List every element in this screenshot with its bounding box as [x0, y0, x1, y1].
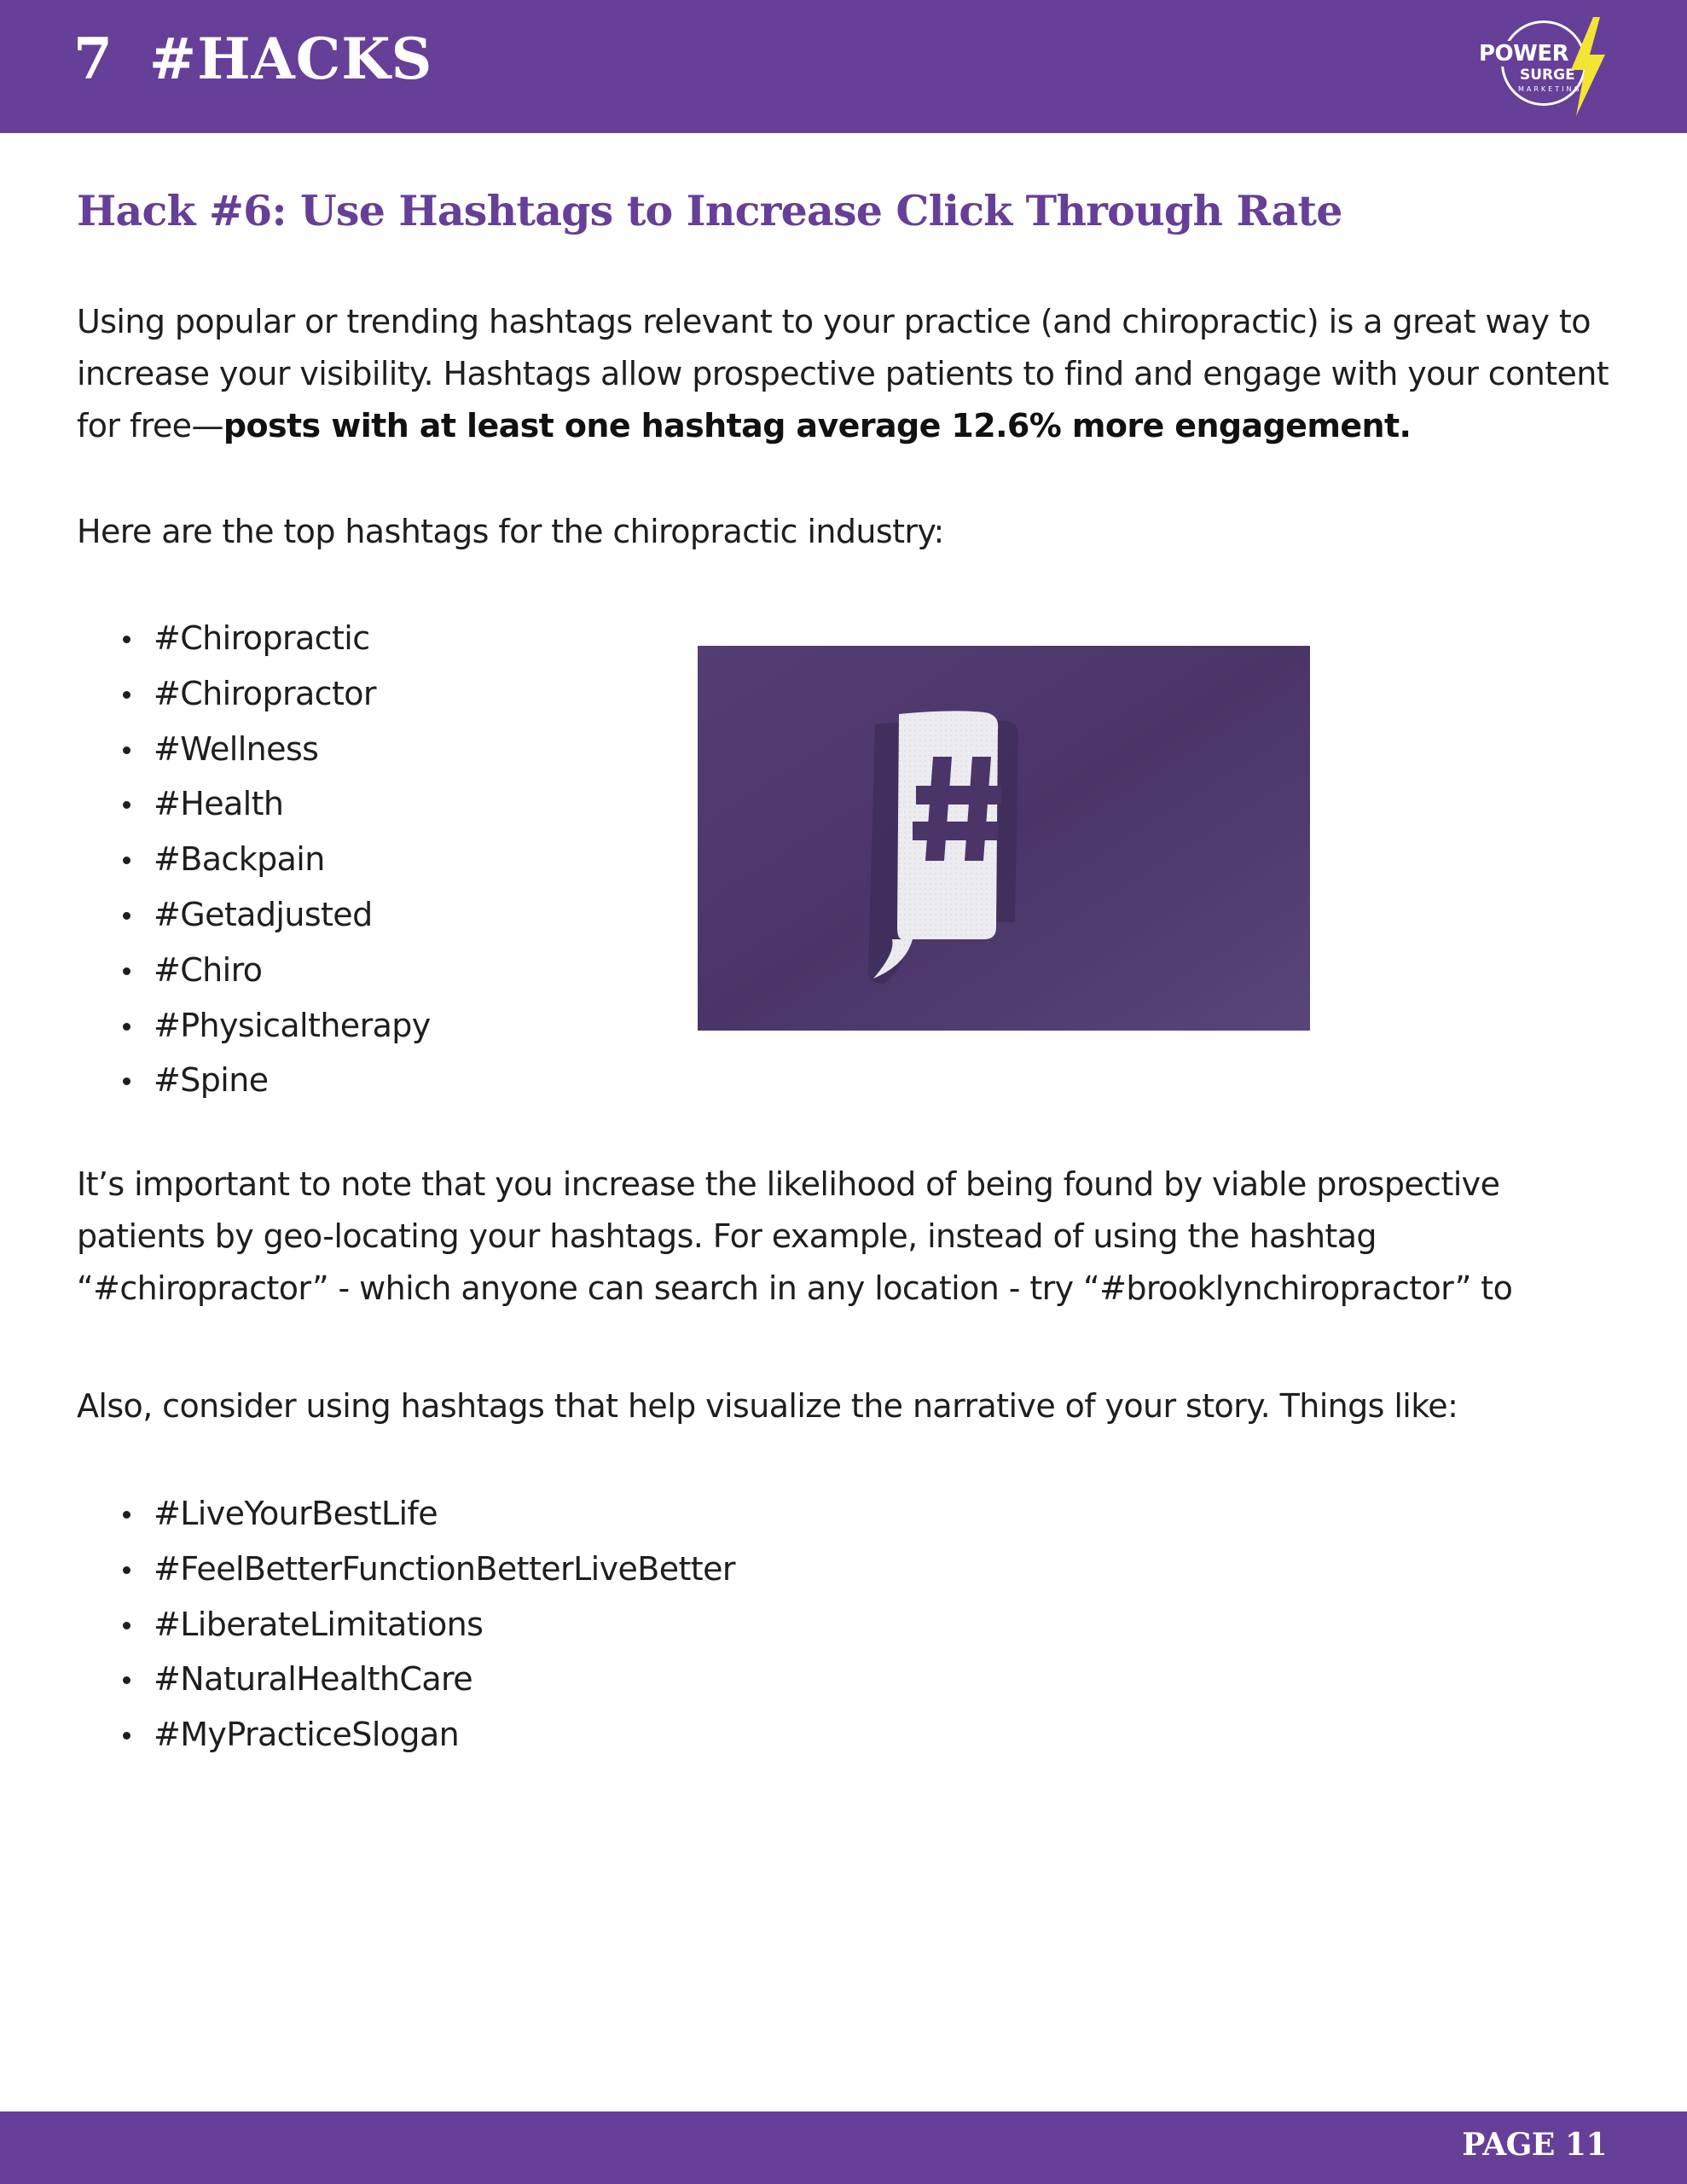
list-item: #Chiropractic	[77, 611, 431, 666]
list-item: #Chiropractor	[77, 666, 431, 722]
power-surge-logo	[1469, 17, 1614, 116]
engagement-stat: posts with at least one hashtag average 12.6% more engagement.	[223, 407, 1412, 444]
page-header	[0, 0, 1687, 133]
hashtag-speech-bubble-icon	[698, 646, 1310, 1031]
section-heading: Hack #6: Use Hashtags to Increase Click Through Rate	[77, 186, 1342, 235]
hashtag-photo	[698, 646, 1310, 1031]
geo-location-paragraph: It’s important to note that you increase the likelihood of being found by viable prospective patients by geo-locating your hashtags. For example, instead of using the hashtag “#chiropractor” - which anyone can search in any location - try “#brooklynchiropractor” to	[77, 1165, 1513, 1307]
intro-text: Using popular or trending hashtags relevant to your practice (and chiropractic) is a great way to increase your visibility. Hashtags allow prospective patients to find and engage with your content for free—	[77, 303, 1609, 444]
list-item: #FeelBetterFunctionBetterLiveBetter	[77, 1542, 735, 1597]
list-item: #MyPracticeSlogan	[77, 1707, 735, 1763]
list-item: #Health	[77, 776, 431, 832]
list-item: #Spine	[77, 1053, 431, 1108]
list-item: #NaturalHealthCare	[77, 1652, 735, 1707]
page-footer	[0, 2111, 1687, 2184]
list-item: #Backpain	[77, 832, 431, 887]
logo-text-marketing: MARKETING	[1518, 85, 1582, 93]
top-hashtags-list	[77, 611, 431, 1108]
lightning-bolt-icon	[1561, 17, 1609, 116]
header-title: 7 #HACKS	[73, 26, 433, 92]
page-number: PAGE 11	[1462, 2127, 1607, 2163]
list-item: #LiberateLimitations	[77, 1597, 735, 1653]
intro-paragraph	[77, 296, 1638, 452]
narrative-paragraph: Also, consider using hashtags that help visualize the narrative of your story. Things like:	[77, 1387, 1458, 1425]
list-item: #Physicaltherapy	[77, 998, 431, 1054]
top-hashtags-intro: Here are the top hashtags for the chiropractic industry:	[77, 513, 944, 550]
logo-text-surge: SURGE	[1520, 67, 1575, 84]
list-item: #Getadjusted	[77, 887, 431, 943]
logo-text-power: POWER	[1479, 41, 1569, 67]
list-item: #LiveYourBestLife	[77, 1486, 735, 1542]
list-item: #Chiro	[77, 943, 431, 998]
list-item: #Wellness	[77, 722, 431, 777]
story-hashtags-list	[77, 1486, 735, 1763]
